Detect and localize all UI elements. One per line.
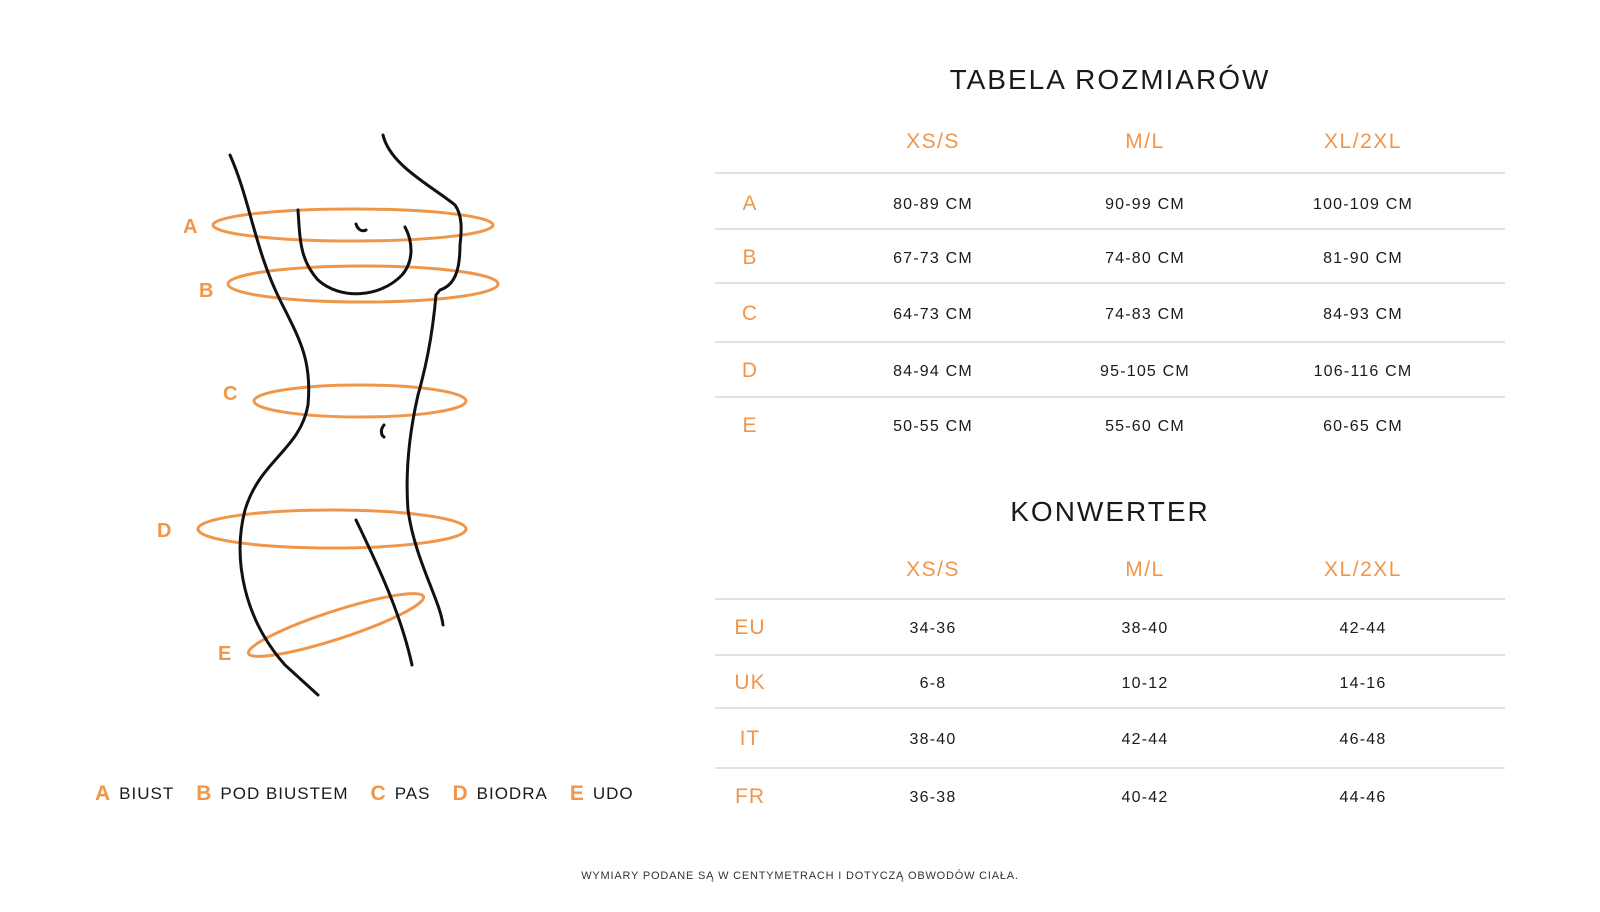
legend-key: C — [370, 782, 387, 805]
cell: 67-73 CM — [893, 250, 973, 267]
figure-label-a: A — [183, 216, 198, 238]
row-key: C — [741, 302, 759, 325]
column-header-xs-s: XS/S — [906, 130, 960, 153]
column-header-m-l: M/L — [1125, 558, 1165, 581]
cell: 42-44 — [1121, 731, 1169, 748]
table-row — [715, 767, 1505, 823]
cell: 74-83 CM — [1105, 306, 1185, 323]
size-table-title: TABELA ROZMIARÓW — [949, 64, 1271, 95]
row-key: D — [741, 359, 759, 382]
column-header-xl-2xl: XL/2XL — [1324, 130, 1402, 153]
figure-label-e: E — [218, 643, 232, 665]
column-header-xl-2xl: XL/2XL — [1324, 558, 1402, 581]
figure-label-c: C — [223, 383, 238, 405]
row-key: EU — [734, 616, 766, 639]
cell: 84-94 CM — [893, 363, 973, 380]
row-key: UK — [734, 671, 766, 694]
cell: 36-38 — [909, 789, 957, 806]
cell: 38-40 — [1121, 620, 1169, 637]
legend-item-pas — [371, 782, 431, 806]
cell: 34-36 — [909, 620, 957, 637]
cell: 84-93 CM — [1323, 306, 1403, 323]
column-header-xs-s: XS/S — [906, 558, 960, 581]
figure-label-d: D — [157, 520, 172, 542]
table-row — [715, 396, 1505, 452]
cell: 6-8 — [919, 675, 947, 692]
converter-table-header — [715, 548, 1505, 598]
row-key: B — [742, 246, 758, 269]
size-table — [715, 120, 1505, 452]
cell: 80-89 CM — [893, 196, 973, 213]
legend-label: BIUST — [119, 784, 175, 803]
table-row — [715, 282, 1505, 341]
converter-table — [715, 548, 1505, 823]
cell: 44-46 — [1339, 789, 1387, 806]
footer-note: WYMIARY PODANE SĄ W CENTYMETRACH I DOTYCZĄ OBWODÓW CIAŁA. — [581, 870, 1019, 882]
cell: 10-12 — [1121, 675, 1169, 692]
table-row — [715, 654, 1505, 707]
cell: 64-73 CM — [893, 306, 973, 323]
legend-label: BIODRA — [476, 784, 548, 803]
cell: 106-116 CM — [1313, 363, 1413, 380]
table-row — [715, 598, 1505, 654]
legend-item-biodra — [452, 782, 547, 806]
legend-item-biust — [95, 782, 174, 806]
legend-item-udo — [570, 782, 634, 806]
body-measurement-figure — [0, 0, 700, 760]
legend-label: PAS — [394, 784, 431, 803]
cell: 60-65 CM — [1323, 418, 1403, 435]
legend-key: D — [452, 782, 469, 805]
ellipse-d — [198, 510, 466, 548]
legend-key: B — [196, 782, 213, 805]
table-row — [715, 707, 1505, 767]
converter-title: KONWERTER — [1010, 496, 1210, 527]
cell: 40-42 — [1121, 789, 1169, 806]
cell: 55-60 CM — [1105, 418, 1185, 435]
legend-key: A — [95, 782, 112, 805]
cell: 90-99 CM — [1105, 196, 1185, 213]
measurement-legend — [95, 782, 634, 806]
row-key: FR — [735, 785, 765, 808]
row-key: IT — [739, 727, 761, 750]
cell: 81-90 CM — [1323, 250, 1403, 267]
figure-label-b: B — [199, 280, 214, 302]
cell: 42-44 — [1339, 620, 1387, 637]
cell: 100-109 CM — [1312, 196, 1414, 213]
table-row — [715, 341, 1505, 396]
cell: 50-55 CM — [893, 418, 973, 435]
ellipse-c — [254, 385, 466, 417]
legend-label: UDO — [592, 784, 634, 803]
size-table-header — [715, 120, 1505, 172]
table-row — [715, 172, 1505, 228]
legend-key: E — [569, 782, 585, 805]
legend-label: POD BIUSTEM — [220, 784, 349, 803]
body-outline-icon — [0, 0, 700, 760]
cell: 14-16 — [1339, 675, 1387, 692]
column-header-m-l: M/L — [1125, 130, 1165, 153]
cell: 46-48 — [1339, 731, 1387, 748]
cell: 38-40 — [909, 731, 957, 748]
legend-item-pod-biustem — [196, 782, 348, 806]
cell: 74-80 CM — [1105, 250, 1185, 267]
row-key: E — [742, 414, 758, 437]
row-key: A — [742, 192, 758, 215]
cell: 95-105 CM — [1100, 363, 1190, 380]
table-row — [715, 228, 1505, 282]
